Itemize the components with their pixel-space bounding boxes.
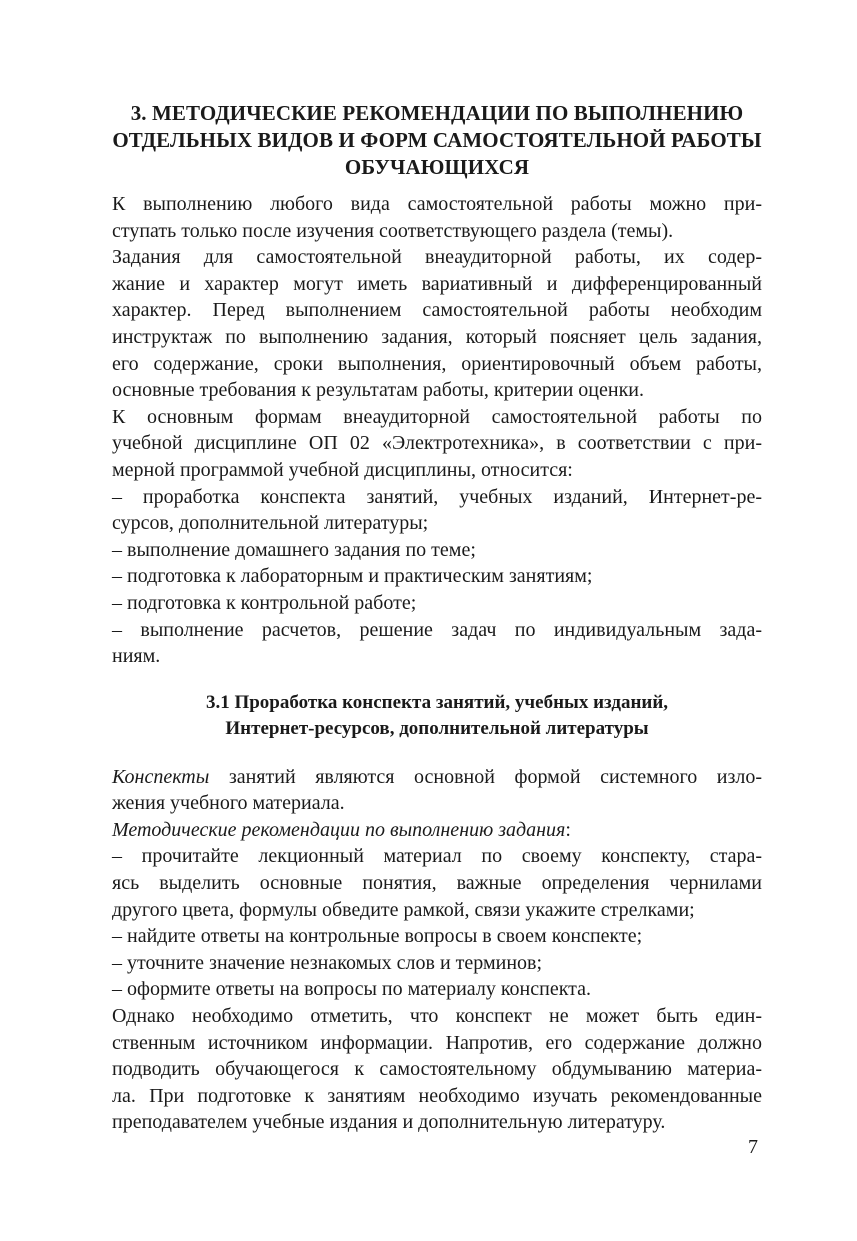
text-line: – уточните значение незнакомых слов и терминов; (112, 951, 543, 974)
list-item (112, 537, 762, 564)
text-line (112, 817, 762, 844)
text-line: – оформите ответы на вопросы по материалу конспекта. (112, 978, 592, 1001)
text-line: жения учебного материала. (112, 792, 345, 815)
text-line: – выполнение расчетов, решение задач по индивидуальным зада- (112, 618, 762, 641)
text-line: учебной дисциплине ОП 02 «Электротехника», в соответствии с при- (112, 432, 762, 455)
list-item (112, 617, 762, 670)
paragraph-method-heading (112, 817, 762, 844)
chapter-title (112, 100, 762, 181)
text-line: ясь выделить основные понятия, важные определения чернилами (112, 872, 762, 895)
page-content (112, 100, 762, 1136)
text-line: жание и характер могут иметь вариативный и дифференцированный (112, 272, 762, 295)
section-title-line: 3.1 Проработка конспекта занятий, учебных изданий, (205, 691, 669, 713)
text-line: характер. Перед выполнением самостоятельной работы необходим (112, 299, 762, 322)
text-line: Задания для самостоятельной внеаудиторной работы, их содер- (112, 246, 762, 269)
list-item (112, 590, 762, 617)
text-line: – прочитайте лекционный материал по своему конспекту, стара- (112, 845, 762, 868)
text-line-content: К выполнению любого вида самостоятельной работы можно при- (112, 193, 762, 215)
text-line: – найдите ответы на контрольные вопросы в своем конспекте; (112, 925, 643, 948)
page-number: 7 (748, 1136, 758, 1158)
list-item (112, 563, 762, 590)
chapter-title-line: 3. МЕТОДИЧЕСКИЕ РЕКОМЕНДАЦИИ ПО ВЫПОЛНЕНИЮ (130, 101, 744, 125)
list-item (112, 843, 762, 923)
paragraph-intro (112, 191, 762, 244)
text-line: Однако необходимо отметить, что конспект не может быть един- (112, 1005, 762, 1028)
text-line-content: : (565, 818, 571, 841)
italic-term: Конспекты (112, 765, 210, 788)
text-line: преподавателем учебные издания и дополнительную литературу. (112, 1111, 666, 1134)
text-line: сурсов, дополнительной литературы; (112, 512, 429, 535)
text-line (112, 191, 762, 218)
text-line: – проработка конспекта занятий, учебных изданий, Интернет-ре- (112, 485, 762, 508)
text-line: – подготовка к контрольной работе; (112, 591, 417, 614)
text-line: – подготовка к лабораторным и практическим занятиям; (112, 565, 593, 588)
text-line-content: занятий являются основной формой системного изло- (209, 765, 762, 788)
paragraph-notes-definition (112, 764, 762, 817)
text-line: ственным источником информации. Напротив, его содержание должно (112, 1031, 762, 1054)
list-item (112, 950, 762, 977)
list-item (112, 923, 762, 950)
section-title (112, 690, 762, 742)
text-line (112, 764, 762, 791)
text-line: его содержание, сроки выполнения, ориентировочный объем работы, (112, 352, 762, 375)
text-line: подводить обучающегося к самостоятельному обдумыванию материа- (112, 1058, 762, 1081)
text-line: ступать только после изучения соответствующего раздела (темы). (112, 219, 674, 242)
text-line: К основным формам внеаудиторной самостоятельной работы по (112, 405, 762, 428)
chapter-title-line: ОТДЕЛЬНЫХ ВИДОВ И ФОРМ САМОСТОЯТЕЛЬНОЙ РАБОТЫ (112, 128, 762, 152)
text-line: ниям. (112, 645, 161, 668)
paragraph-tasks (112, 244, 762, 404)
text-line: основные требования к результатам работы, критерии оценки. (112, 379, 644, 402)
text-line: мерной программой учебной дисциплины, относится: (112, 458, 573, 481)
list-item (112, 976, 762, 1003)
paragraph-forms (112, 404, 762, 484)
list-item (112, 484, 762, 537)
paragraph-conclusion (112, 1003, 762, 1136)
chapter-title-line: ОБУЧАЮЩИХСЯ (344, 155, 530, 179)
text-line: ла. При подготовке к занятиям необходимо изучать рекомендованные (112, 1084, 762, 1107)
section-title-line: Интернет-ресурсов, дополнительной литературы (225, 717, 649, 739)
text-line: – выполнение домашнего задания по теме; (112, 538, 476, 561)
italic-heading: Методические рекомендации по выполнению задания (112, 818, 566, 841)
text-line: инструктаж по выполнению задания, который поясняет цель задания, (112, 325, 762, 348)
text-line: другого цвета, формулы обведите рамкой, связи укажите стрелками; (112, 898, 695, 921)
